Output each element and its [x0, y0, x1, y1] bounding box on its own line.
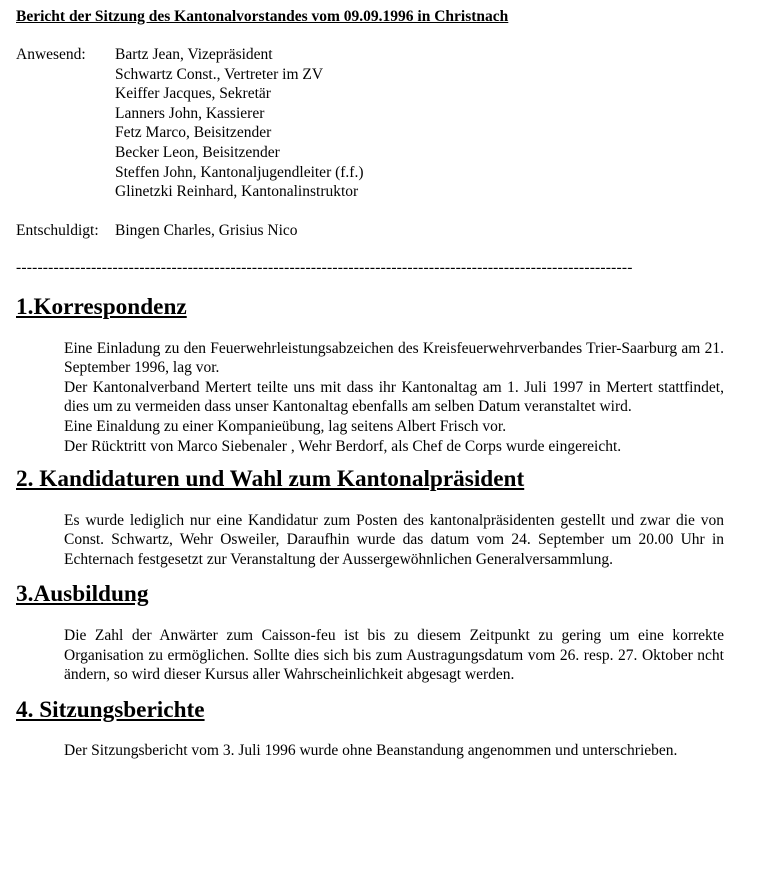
present-member: Bartz Jean, Vizepräsident [115, 46, 273, 63]
section-body [16, 511, 724, 570]
present-member: Becker Leon, Beisitzender [115, 143, 280, 161]
section-meeting-reports [16, 696, 728, 761]
present-label: Anwesend: [16, 46, 86, 63]
section-body [16, 741, 724, 761]
present-member: Keiffer Jacques, Sekretär [115, 85, 271, 103]
document-title: Bericht der Sitzung des Kantonalvorstandes vom 09.09.1996 in Christnach [16, 8, 509, 25]
section-body [16, 626, 724, 685]
excused-label: Entschuldigt: [16, 221, 99, 239]
section-title: 4. Sitzungsberichte [16, 696, 205, 723]
paragraph: Der Kantonalverband Mertert teilte uns mit dass ihr Kantonaltag am 1. Juli 1997 in Mertert stattfindet, dies um zu vermeiden dass unser Kantonaltag ebenfalls am selben Datum veranstaltet wird. [64, 378, 724, 416]
section-title: 2. Kandidaturen und Wahl zum Kantonalpräsident [16, 466, 525, 493]
paragraph: Es wurde lediglich nur eine Kandidatur zum Posten des kantonalpräsidenten gestellt und zwar die von Const. Schwartz, Wehr Osweiler, Daraufhin wurde das datum vom 24. September um 20.00 Uhr in Echternach festgesetzt zur Veranstaltung der Aussergewöhnlichen Generalversammlung. [64, 511, 724, 568]
paragraph: Der Rücktritt von Marco Siebenaler , Wehr Berdorf, als Chef de Corps wurde eingereicht. [64, 437, 622, 455]
paragraph: Eine Einladung zu den Feuerwehrleistungsabzeichen des Kreisfeuerwehrverbandes Trier-Saarburg am 21. September 1996, lag vor. [64, 339, 724, 377]
present-row [16, 45, 728, 202]
section-training [16, 581, 728, 684]
paragraph: Der Sitzungsbericht vom 3. Juli 1996 wurde ohne Beanstandung angenommen und unterschrieben. [64, 742, 678, 760]
excused-members: Bingen Charles, Grisius Nico [115, 221, 298, 239]
separator-line: ------------------------------------------------------------------------------------------------------------------- [16, 259, 633, 277]
document-page [16, 7, 728, 761]
present-list [115, 45, 728, 202]
section-body [16, 339, 724, 457]
attendance-block [16, 45, 728, 240]
present-member: Steffen John, Kantonaljugendleiter (f.f.) [115, 163, 364, 181]
paragraph: Die Zahl der Anwärter zum Caisson-feu ist bis zu diesem Zeitpunkt zu gering um eine korrekte Organisation zu ermöglichen. Sollte dies sich bis zum Austragungsdatum vom 26. resp. 27. Oktober ncht ändern, so wird dieser Kursus aller Wahrscheinlichkeit abgesagt werden. [64, 627, 724, 684]
excused-row [16, 221, 728, 241]
present-member: Lanners John, Kassierer [115, 104, 265, 122]
section-title: 3.Ausbildung [16, 581, 149, 608]
present-member: Schwartz Const., Vertreter im ZV [115, 65, 324, 83]
paragraph: Eine Einaldung zu einer Kompanieübung, lag seitens Albert Frisch vor. [64, 417, 507, 435]
section-title: 1.Korrespondenz [16, 293, 187, 320]
present-member: Fetz Marco, Beisitzender [115, 124, 272, 142]
present-member: Glinetzki Reinhard, Kantonalinstruktor [115, 183, 359, 201]
section-correspondence [16, 293, 728, 456]
section-candidacies [16, 466, 728, 569]
